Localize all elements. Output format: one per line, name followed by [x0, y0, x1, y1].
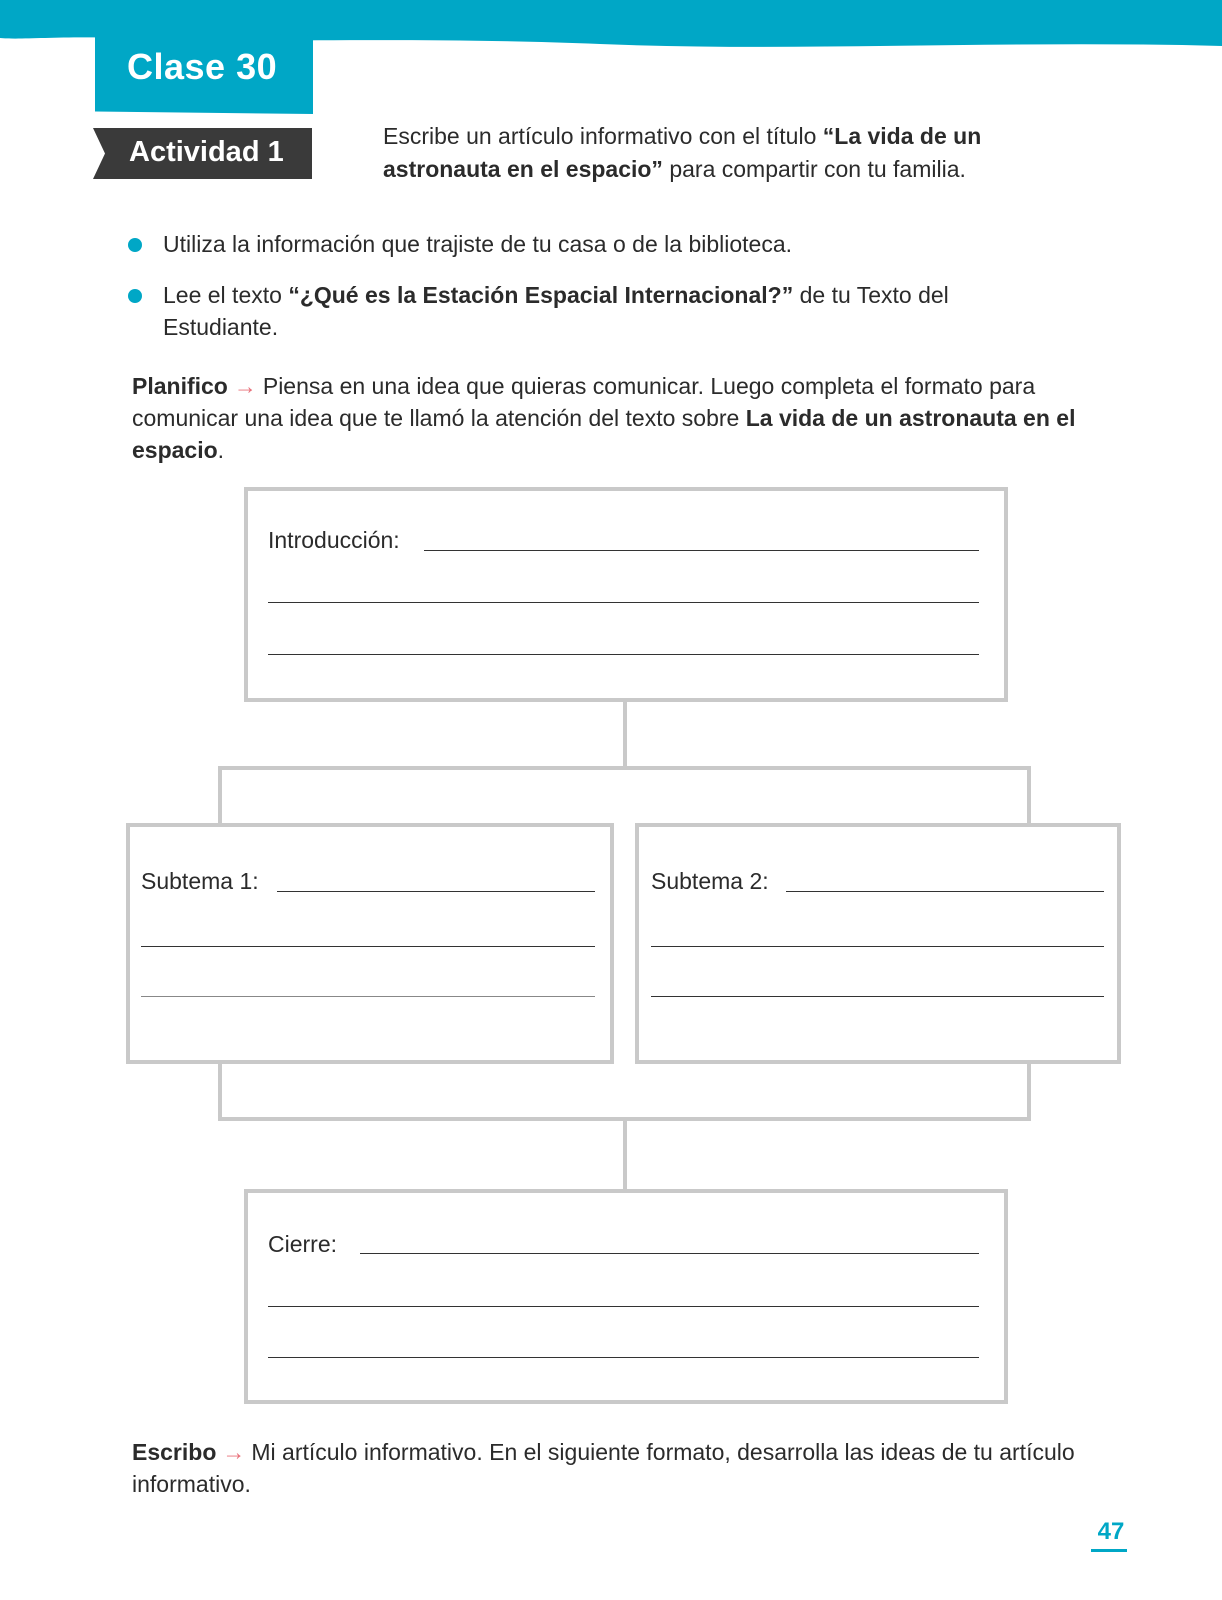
cierre-label: Cierre:: [268, 1231, 338, 1257]
connector-vertical-bottom: [623, 1121, 627, 1189]
arrow-right-icon: →: [222, 1439, 246, 1465]
bullet-text-1: Utiliza la información que trajiste de tu casa o de la biblioteca.: [163, 231, 793, 257]
subtema-1-box: [126, 823, 614, 1064]
instruction-article-title: “La vida de un astronauta en el espacio”: [383, 123, 982, 182]
connector-right-bottom: [1027, 1064, 1031, 1121]
subtema-2-label: Subtema 2:: [651, 868, 769, 894]
bullet-dot-icon: [128, 289, 142, 303]
intro-box: [244, 487, 1008, 702]
planifico-label: Planifico: [132, 373, 228, 399]
intro-line-2[interactable]: [268, 602, 979, 603]
connector-left-top: [218, 766, 222, 826]
arrow-right-icon: →: [233, 373, 257, 399]
planifico-paragraph: Planifico → Piensa en una idea que quieras comunicar. Luego completa el formato para comunicar una idea que te llamó la atención del texto sobre La vida de un astronauta en el espacio.: [132, 373, 1076, 463]
cierre-line-1[interactable]: [360, 1253, 979, 1254]
escribo-paragraph: Escribo → Mi artículo informativo. En el siguiente formato, desarrolla las ideas de tu artículo informativo.: [132, 1439, 1075, 1497]
instruction-text: Escribe un artículo informativo con el título: [383, 123, 823, 149]
escribo-label: Escribo: [132, 1439, 217, 1465]
intro-line-1[interactable]: [424, 550, 979, 551]
page-number: 47: [1097, 1518, 1125, 1545]
connector-horizontal-top: [218, 766, 1031, 770]
subtema-2-line-3[interactable]: [651, 996, 1104, 997]
intro-label: Introducción:: [268, 527, 400, 553]
activity-instruction: [383, 120, 1083, 186]
bullet-dot-icon: [128, 238, 142, 252]
connector-right-top: [1027, 766, 1031, 826]
page-number-underline: [1091, 1549, 1127, 1552]
cierre-box: [244, 1189, 1008, 1404]
connector-vertical-top: [623, 702, 627, 770]
instruction-text-end: para compartir con tu familia.: [662, 156, 966, 182]
subtema-2-line-2[interactable]: [651, 946, 1104, 947]
actividad-title: Actividad 1: [129, 136, 284, 168]
subtema-2-box: [635, 823, 1121, 1064]
bullet-text-2: Lee el texto “¿Qué es la Estación Espacial Internacional?” de tu Texto del Estudiante.: [163, 282, 949, 340]
connector-left-bottom: [218, 1064, 222, 1121]
subtema-1-line-2[interactable]: [141, 946, 595, 947]
subtema-1-line-1[interactable]: [277, 891, 595, 892]
clase-title: Clase 30: [127, 46, 278, 87]
intro-line-3[interactable]: [268, 654, 979, 655]
subtema-1-label: Subtema 1:: [141, 868, 259, 894]
cierre-line-2[interactable]: [268, 1306, 979, 1307]
subtema-1-line-3[interactable]: [141, 996, 595, 997]
subtema-2-line-1[interactable]: [786, 891, 1104, 892]
cierre-line-3[interactable]: [268, 1357, 979, 1358]
